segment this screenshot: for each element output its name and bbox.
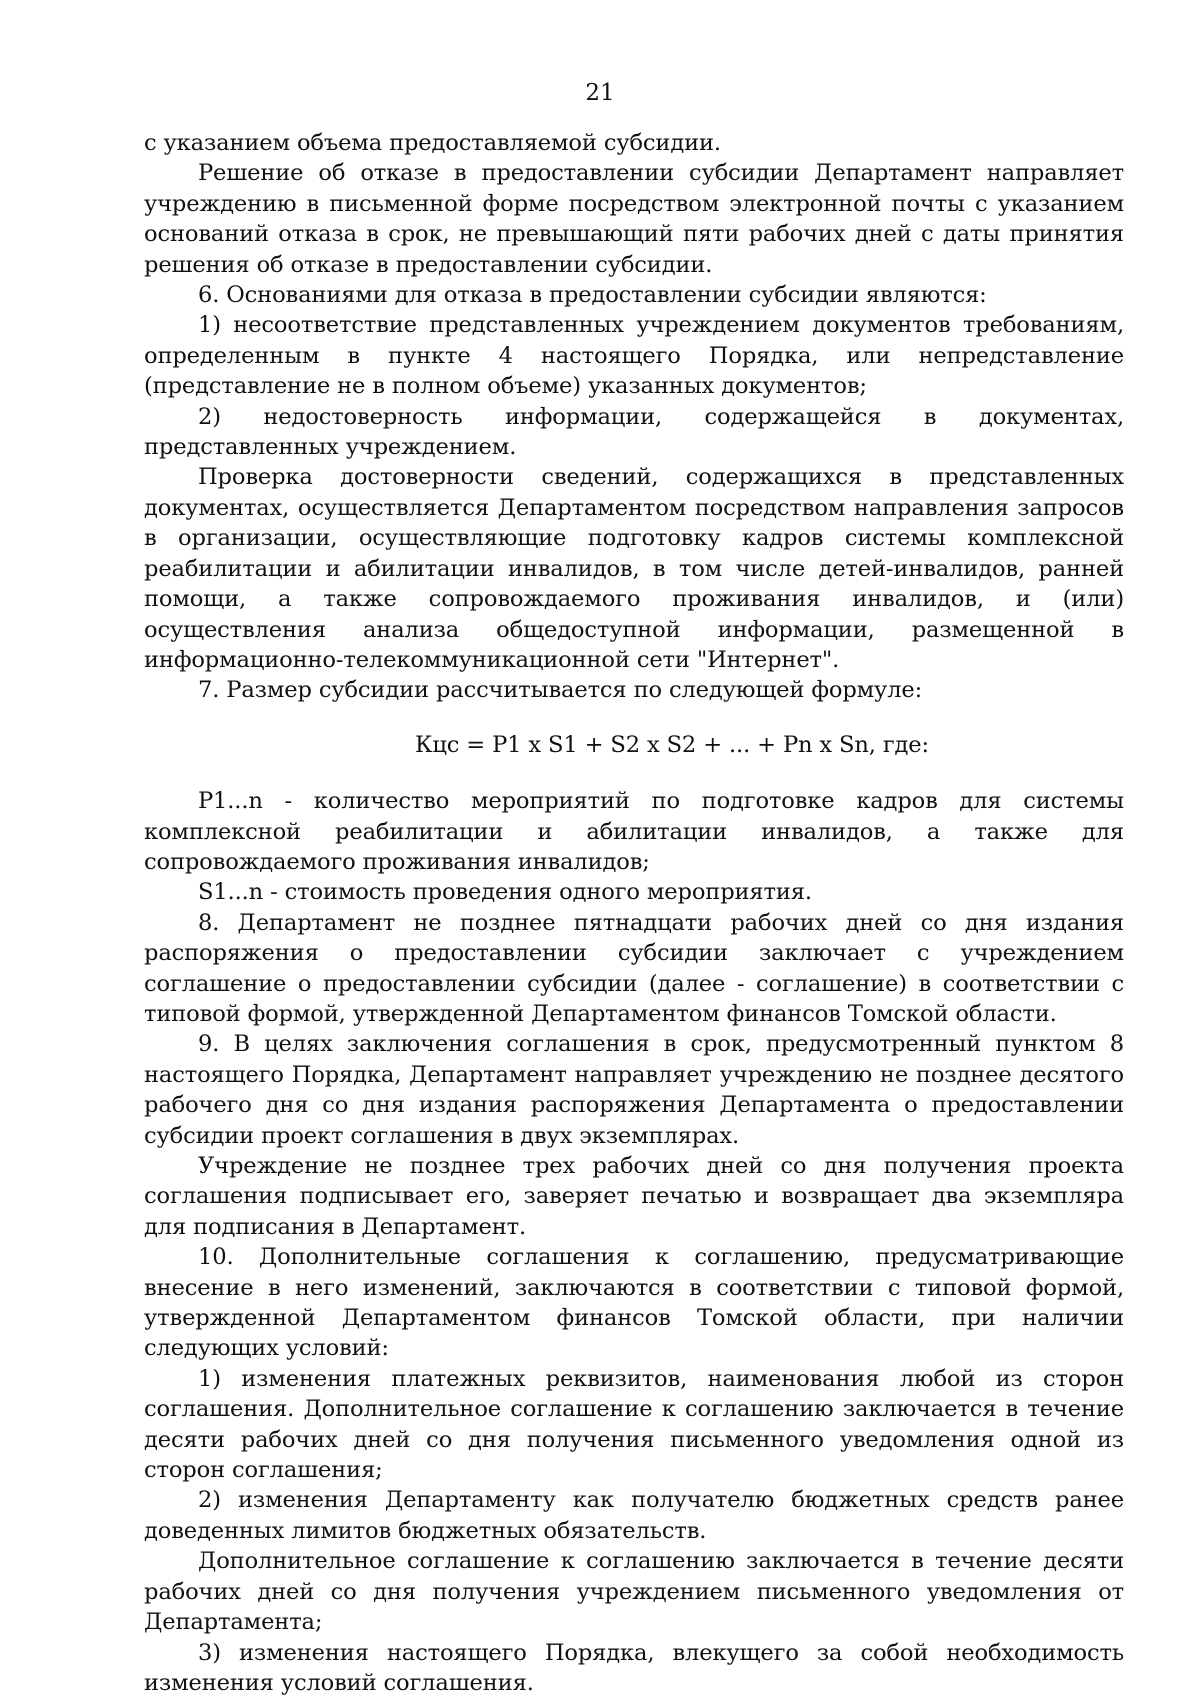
- paragraph-refusal-decision: Решение об отказе в предоставлении субсидии Департамент направляет учреждению в письменной форме посредством электронной почты с указанием оснований отказа в срок, не превышающий пяти рабочих дней с даты принятия решения об отказе в предоставлении субсидии.: [144, 160, 1124, 278]
- paragraph-formula-s: S1...n - стоимость проведения одного мероприятия.: [198, 879, 812, 906]
- paragraph-item-8: 8. Департамент не позднее пятнадцати рабочих дней со дня издания распоряжения о предоставлении субсидии заключает с учреждением соглашение о предоставлении субсидии (далее - соглашение) в соответствии с типовой формой, утвержденной Департаментом финансов Томской области.: [144, 909, 1124, 1027]
- paragraph-verification: Проверка достоверности сведений, содержащихся в представленных документах, осуществляется Департаментом посредством направления запросов в организации, осуществляющие подготовку кадров системы комплексной реабилитации и абилитации инвалидов, в том числе детей-инвалидов, ранней помощи, а также сопровождаемого проживания инвалидов, и (или) осуществления анализа общедоступной информации, размещенной в информационно-телекоммуникационной сети "Интернет".: [144, 464, 1124, 673]
- paragraph-item-10: 10. Дополнительные соглашения к соглашению, предусматривающие внесение в него изменений, заключаются в соответствии с типовой формой, утвержденной Департаментом финансов Томской области, при наличии следующих условий:: [144, 1244, 1124, 1362]
- subsidy-formula: Кцс = P1 x S1 + S2 x S2 + ... + Pn x Sn, где:: [415, 731, 929, 758]
- paragraph-subsidy-volume: с указанием объема предоставляемой субсидии.: [144, 130, 721, 156]
- paragraph-institution-signs: Учреждение не позднее трех рабочих дней со дня получения проекта соглашения подписывает его, заверяет печатью и возвращает два экземпляра для подписания в Департамент.: [144, 1153, 1124, 1240]
- paragraph-ground-1: 1) несоответствие представленных учреждением документов требованиям, определенным в пункте 4 настоящего Порядка, или непредставление (представление не в полном объеме) указанных документов;: [144, 312, 1124, 400]
- page-number: 21: [585, 80, 615, 106]
- paragraph-ground-2: 2) недостоверность информации, содержащейся в документах, представленных учреждением.: [144, 403, 1124, 461]
- paragraph-item-9: 9. В целях заключения соглашения в срок, предусмотренный пунктом 8 настоящего Порядка, Департамент направляет учреждению не позднее десятого рабочего дня со дня издания распоряжения Департамента о предоставлении субсидии проект соглашения в двух экземплярах.: [144, 1031, 1124, 1149]
- paragraph-condition-1: 1) изменения платежных реквизитов, наименования любой из сторон соглашения. Дополнительное соглашение к соглашению заключается в течение десяти рабочих дней со дня получения письменного уведомления одной из сторон соглашения;: [144, 1365, 1124, 1484]
- paragraph-condition-2-term: Дополнительное соглашение к соглашению заключается в течение десяти рабочих дней со дня получения учреждением письменного уведомления от Департамента;: [144, 1548, 1124, 1636]
- document-body: [144, 128, 1124, 1698]
- paragraph-subsidy-size: 7. Размер субсидии рассчитывается по следующей формуле:: [198, 677, 923, 704]
- paragraph-condition-3: 3) изменения настоящего Порядка, влекущего за собой необходимость изменения условий соглашения.: [144, 1639, 1124, 1696]
- paragraph-condition-2: 2) изменения Департаменту как получателю бюджетных средств ранее доведенных лимитов бюджетных обязательств.: [144, 1487, 1124, 1544]
- paragraph-formula-p: P1...n - количество мероприятий по подготовке кадров для системы комплексной реабилитации и абилитации инвалидов, а также для сопровождаемого проживания инвалидов;: [144, 788, 1124, 875]
- paragraph-grounds-heading: 6. Основаниями для отказа в предоставлении субсидии являются:: [198, 282, 987, 309]
